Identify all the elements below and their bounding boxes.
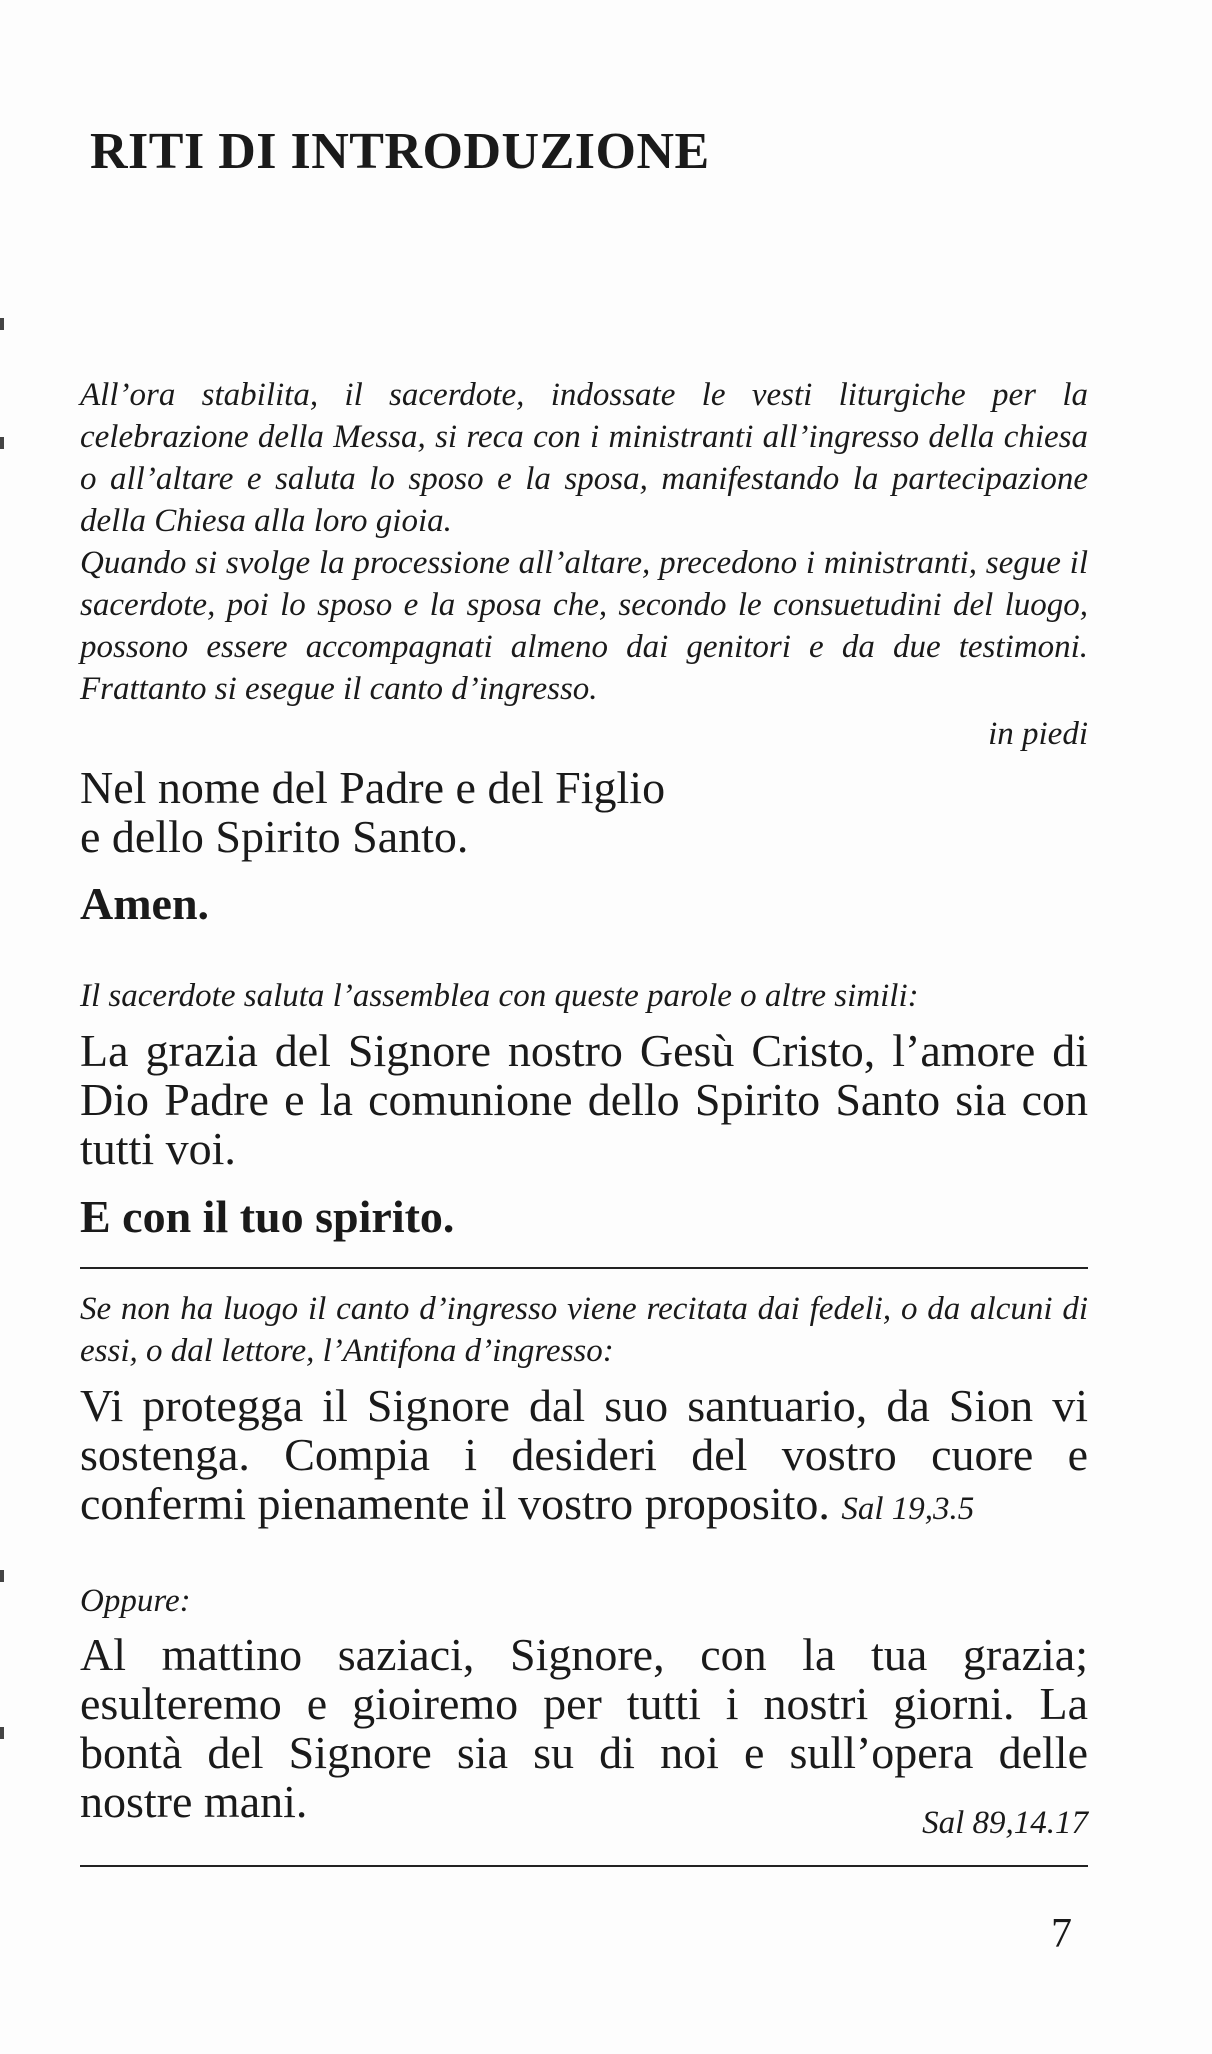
binding-mark — [0, 1570, 4, 1582]
sign-of-cross-text — [80, 763, 1088, 861]
rubric-opening-2: Quando si svolge la processione all’altare, precedono i ministranti, segue il sacerdote, poi lo sposo e la sposa che, secondo le consuetudini del luogo, possono essere accompagnati almeno dai genitori e da due testimoni. Frattanto si esegue il canto d’ingresso. — [80, 545, 1088, 707]
rubric-antiphon: Se non ha luogo il canto d’ingresso viene recitata dai fedeli, o da alcuni di essi, o dal lettore, l’Antifona d’ingresso: — [80, 1291, 1088, 1369]
alternative-label: Oppure: — [80, 1583, 191, 1619]
section-title: RITI DI INTRODUZIONE — [90, 123, 710, 180]
psalm-reference-2: Sal 89,14.17 — [922, 1805, 1088, 1841]
antiphon-text-1-body: Vi protegga il Signore dal suo santuario, da Sion vi sostenga. Compia i desideri del vostro cuore e confermi pienamente il vostro proposito. — [80, 1380, 1088, 1529]
posture-indication: in piedi — [988, 716, 1088, 752]
rubric-opening-1: All’ora stabilita, il sacerdote, indossate le vesti liturgiche per la celebrazione della Messa, si reca con i ministranti all’ingresso della chiesa o all’altare e saluta lo sposo e la sposa, manifestando la partecipazione della Chiesa alla loro gioia. — [80, 377, 1088, 539]
greeting-text: La grazia del Signore nostro Gesù Cristo, l’amore di Dio Padre e la comunione dello Spirito Santo sia con tutti voi. — [80, 1025, 1088, 1174]
divider — [80, 1267, 1088, 1269]
antiphon-text-2: Al mattino saziaci, Signore, con la tua grazia; esulteremo e gioiremo per tutti i nostri giorni. La bontà del Signore sia su di noi e sull’opera delle nostre mani. — [80, 1629, 1088, 1827]
page-number: 7 — [1051, 1911, 1072, 1957]
divider — [80, 1865, 1088, 1867]
binding-mark — [0, 1727, 4, 1739]
response-greeting: E con il tuo spirito. — [80, 1191, 455, 1242]
sign-of-cross-line-1: Nel nome del Padre e del Figlio — [80, 762, 666, 813]
binding-mark — [0, 318, 4, 330]
binding-mark — [0, 437, 4, 449]
antiphon-text-1 — [80, 1381, 1088, 1534]
rubric-greeting: Il sacerdote saluta l’assemblea con queste parole o altre simili: — [80, 978, 919, 1014]
response-amen: Amen. — [80, 878, 210, 929]
psalm-reference-1: Sal 19,3.5 — [841, 1491, 975, 1527]
sign-of-cross-line-2: e dello Spirito Santo. — [80, 811, 469, 862]
